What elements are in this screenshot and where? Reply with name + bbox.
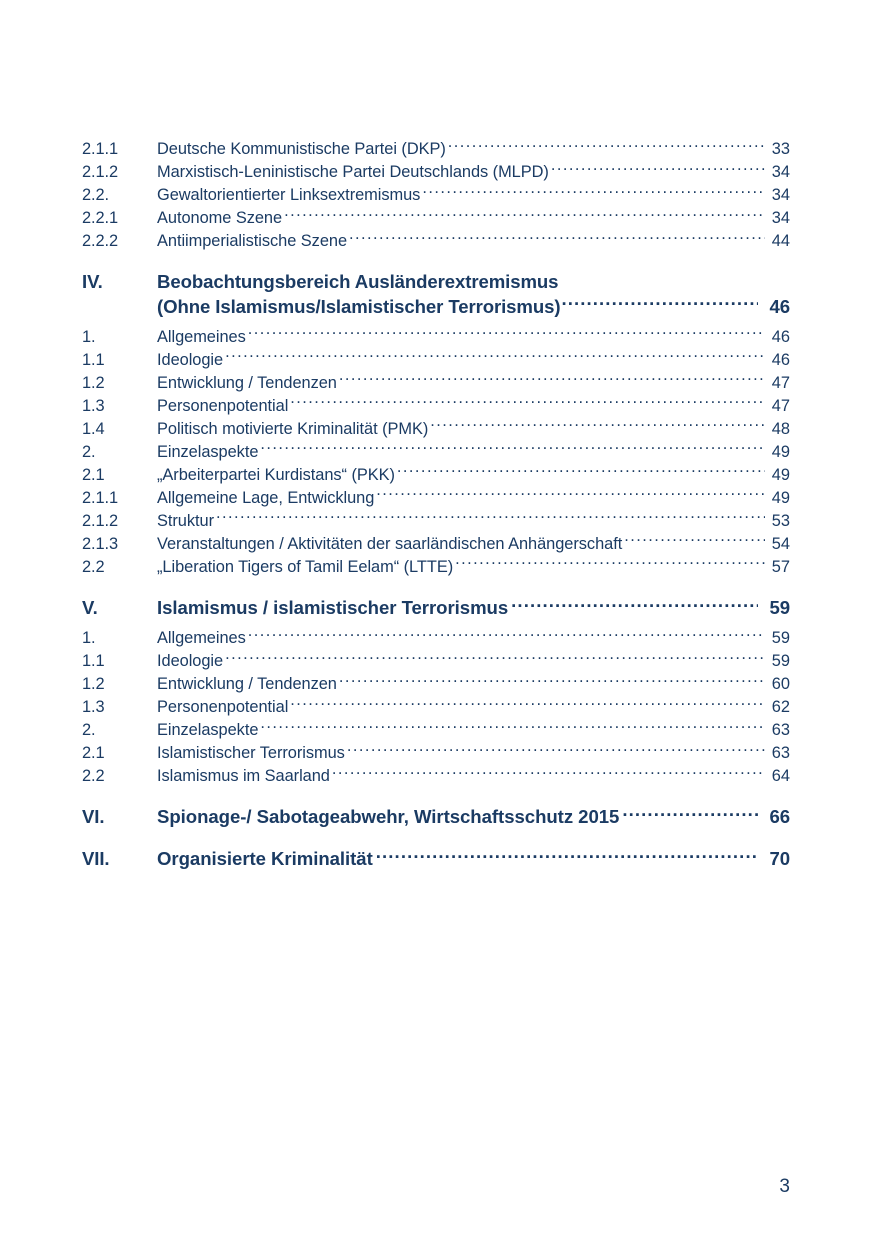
- toc-entry-title: Marxistisch-Leninistische Partei Deutschlands (MLPD): [157, 163, 549, 182]
- toc-entry-number: 2.1.2: [82, 163, 118, 182]
- toc-entry-page: 46: [771, 350, 790, 369]
- toc-entry-number: 2.2: [82, 557, 105, 576]
- toc-entry-title: „Liberation Tigers of Tamil Eelam“ (LTTE): [157, 557, 454, 576]
- toc-entry-number: 2.: [82, 442, 96, 461]
- toc-entry-title: Islamismus im Saarland: [157, 767, 330, 786]
- dot-leader: [376, 486, 765, 502]
- toc-entry[interactable]: [82, 230, 790, 253]
- toc-section-title: Islamismus / islamistischer Terrorismus: [157, 596, 509, 618]
- toc-section-title: Organisierte Kriminalität: [157, 848, 373, 870]
- toc-entry-title: Allgemeines: [157, 629, 246, 648]
- dot-leader: [561, 294, 758, 313]
- toc-entry-title: Allgemeines: [157, 327, 246, 346]
- toc-section-number: VI.: [82, 806, 105, 828]
- toc-entry-page: 54: [771, 534, 790, 553]
- toc-entry[interactable]: [82, 742, 790, 765]
- toc-entry-title: Einzelaspekte: [157, 442, 259, 461]
- toc-entry-page: 63: [771, 721, 790, 740]
- toc-entry-title: Personenpotential: [157, 698, 289, 717]
- toc-entry-number: 1.1: [82, 350, 105, 369]
- toc-entry-title: Gewaltorientierter Linksextremismus: [157, 186, 421, 205]
- toc-section-title-line2: (Ohne Islamismus/Islamistischer Terrorismus): [157, 295, 561, 317]
- dot-leader: [448, 138, 765, 154]
- toc-entry[interactable]: [82, 696, 790, 719]
- toc-section-body: [157, 270, 790, 319]
- toc-entry-number: 2.2.: [82, 186, 109, 205]
- dot-leader: [290, 696, 765, 712]
- dot-leader: [225, 349, 765, 365]
- dot-leader: [284, 207, 765, 223]
- toc-entry[interactable]: [82, 650, 790, 673]
- dot-leader: [622, 805, 758, 824]
- toc-entry-page: 34: [771, 186, 790, 205]
- dot-leader: [339, 371, 765, 387]
- toc-entry-title: Antiimperialistische Szene: [157, 232, 348, 251]
- toc-section[interactable]: [82, 595, 790, 620]
- toc-entry-title: Islamistischer Terrorismus: [157, 744, 345, 763]
- toc-entry-number: 2.1.2: [82, 511, 118, 530]
- toc-entry[interactable]: [82, 555, 790, 578]
- toc-entry-number: 1.2: [82, 373, 105, 392]
- spacer: [82, 620, 790, 627]
- toc-entry-page: 47: [771, 373, 790, 392]
- toc-entry[interactable]: [82, 394, 790, 417]
- toc-entry-number: 1.3: [82, 396, 105, 415]
- toc-entry[interactable]: [82, 532, 790, 555]
- toc-entry[interactable]: [82, 161, 790, 184]
- toc-entry-number: 1.: [82, 327, 96, 346]
- toc-entry-page: 60: [771, 675, 790, 694]
- toc-entry-page: 33: [771, 140, 790, 159]
- toc-entry-number: 2.2.2: [82, 232, 118, 251]
- toc-entry-number: 1.4: [82, 419, 105, 438]
- toc-entry-title: Veranstaltungen / Aktivitäten der saarländischen Anhängerschaft: [157, 534, 623, 553]
- toc-entry-number: 2.1.1: [82, 140, 118, 159]
- toc-entry-title: Politisch motivierte Kriminalität (PMK): [157, 419, 429, 438]
- toc-entry-number: 2.2: [82, 767, 105, 786]
- dot-leader: [397, 463, 765, 479]
- toc-section-number: VII.: [82, 848, 110, 870]
- toc-entry[interactable]: [82, 417, 790, 440]
- dot-leader: [260, 440, 765, 456]
- toc-entry[interactable]: [82, 349, 790, 372]
- toc-entry-page: 57: [771, 557, 790, 576]
- toc-section-page: 66: [769, 806, 790, 828]
- spacer: [82, 829, 790, 846]
- toc-entry-number: 2.1.1: [82, 488, 118, 507]
- toc-entry-page: 62: [771, 698, 790, 717]
- spacer: [82, 578, 790, 595]
- toc-entry[interactable]: [82, 184, 790, 207]
- dot-leader: [347, 742, 765, 758]
- toc-entry[interactable]: [82, 719, 790, 742]
- toc-entry-number: 1.: [82, 629, 96, 648]
- toc-entry-page: 49: [771, 465, 790, 484]
- toc-entry[interactable]: [82, 627, 790, 650]
- dot-leader: [225, 650, 765, 666]
- dot-leader: [332, 765, 765, 781]
- dot-leader: [248, 627, 765, 643]
- toc-entry[interactable]: [82, 326, 790, 349]
- toc-entry-page: 47: [771, 396, 790, 415]
- table-of-contents: [82, 138, 790, 871]
- toc-entry-page: 46: [771, 327, 790, 346]
- dot-leader: [216, 509, 765, 525]
- toc-entry-number: 2.1: [82, 465, 105, 484]
- toc-entry-title: Ideologie: [157, 350, 224, 369]
- toc-entry-page: 34: [771, 209, 790, 228]
- toc-entry[interactable]: [82, 207, 790, 230]
- toc-section-page: 70: [769, 848, 790, 870]
- toc-entry-page: 63: [771, 744, 790, 763]
- spacer: [82, 788, 790, 805]
- toc-section[interactable]: [82, 846, 790, 871]
- dot-leader: [376, 846, 758, 865]
- toc-entry-number: 2.1.3: [82, 534, 118, 553]
- toc-entry-title: Ideologie: [157, 652, 224, 671]
- toc-entry-number: 2.1: [82, 744, 105, 763]
- toc-entry[interactable]: [82, 673, 790, 696]
- toc-entry-title: Struktur: [157, 511, 214, 530]
- toc-entry[interactable]: [82, 765, 790, 788]
- dot-leader: [511, 595, 758, 614]
- toc-section[interactable]: [82, 270, 790, 319]
- toc-entry[interactable]: [82, 509, 790, 532]
- toc-entry-title: Einzelaspekte: [157, 721, 259, 740]
- toc-entry-title: Allgemeine Lage, Entwicklung: [157, 488, 375, 507]
- toc-entry-title: Entwicklung / Tendenzen: [157, 373, 337, 392]
- toc-entry-number: 1.2: [82, 675, 105, 694]
- dot-leader: [455, 555, 765, 571]
- toc-entry-page: 64: [771, 767, 790, 786]
- toc-section-number: IV.: [82, 270, 103, 292]
- dot-leader: [349, 230, 765, 246]
- spacer: [82, 253, 790, 270]
- dot-leader: [422, 184, 765, 200]
- toc-entry-title: Entwicklung / Tendenzen: [157, 675, 337, 694]
- dot-leader: [260, 719, 765, 735]
- toc-entry-title: Personenpotential: [157, 396, 289, 415]
- toc-entry-page: 49: [771, 488, 790, 507]
- dot-leader: [430, 417, 765, 433]
- toc-entry-title: Autonome Szene: [157, 209, 283, 228]
- page-number: 3: [779, 1176, 790, 1197]
- toc-section-page: 59: [769, 596, 790, 618]
- toc-entry-number: 2.2.1: [82, 209, 118, 228]
- toc-entry[interactable]: [82, 440, 790, 463]
- dot-leader: [551, 161, 765, 177]
- toc-entry[interactable]: [82, 138, 790, 161]
- toc-entry-number: 1.3: [82, 698, 105, 717]
- dot-leader: [290, 394, 765, 410]
- toc-section-line2: [157, 294, 790, 319]
- toc-entry-page: 59: [771, 629, 790, 648]
- toc-entry[interactable]: [82, 371, 790, 394]
- dot-leader: [339, 673, 765, 689]
- toc-entry-number: 1.1: [82, 652, 105, 671]
- toc-section[interactable]: [82, 805, 790, 830]
- dot-leader: [624, 532, 765, 548]
- toc-entry[interactable]: [82, 463, 790, 486]
- toc-entry-page: 34: [771, 163, 790, 182]
- toc-entry[interactable]: [82, 486, 790, 509]
- dot-leader: [248, 326, 765, 342]
- toc-entry-page: 44: [771, 232, 790, 251]
- toc-entry-page: 53: [771, 511, 790, 530]
- toc-section-title: Spionage-/ Sabotageabwehr, Wirtschaftsschutz 2015: [157, 806, 620, 828]
- toc-entry-number: 2.: [82, 721, 96, 740]
- toc-entry-page: 59: [771, 652, 790, 671]
- toc-entry-title: „Arbeiterpartei Kurdistans“ (PKK): [157, 465, 395, 484]
- spacer: [82, 319, 790, 326]
- toc-section-page: 46: [769, 295, 790, 317]
- toc-entry-title: Deutsche Kommunistische Partei (DKP): [157, 140, 446, 159]
- toc-section-number: V.: [82, 596, 98, 618]
- toc-entry-page: 48: [771, 419, 790, 438]
- toc-entry-page: 49: [771, 442, 790, 461]
- toc-section-title-line1: Beobachtungsbereich Ausländerextremismus: [157, 270, 559, 292]
